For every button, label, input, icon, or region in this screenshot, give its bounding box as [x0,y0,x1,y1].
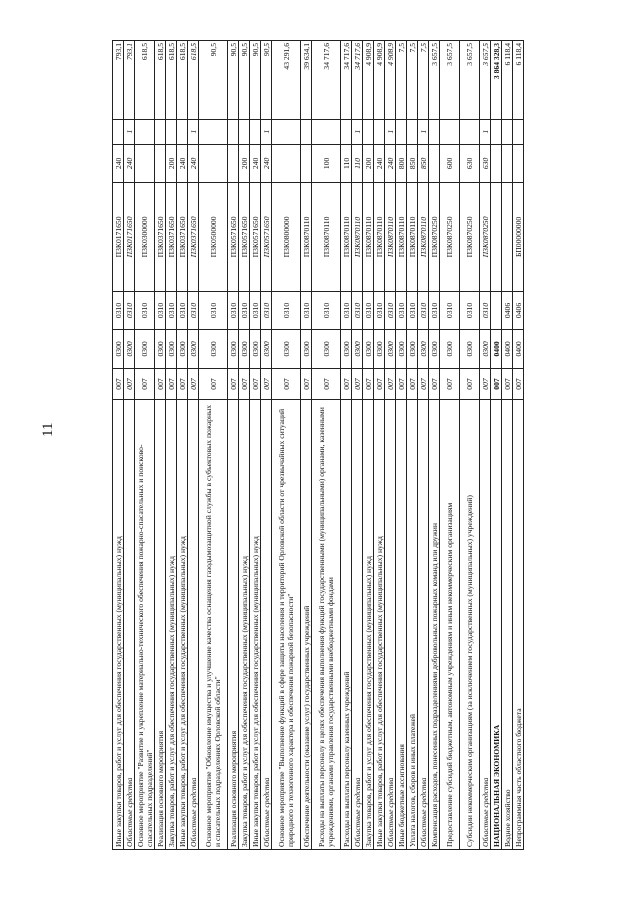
row-admin-code: 007 [491,368,502,400]
row-name: Областные средства [418,400,429,850]
row-amount: 34 717,6 [312,41,341,120]
row-amount: 793,1 [124,41,135,120]
row-admin-code: 007 [480,368,491,400]
row-subsection: 0310 [429,291,440,329]
row-target-article: П3К0870110 [341,183,352,292]
row-admin-code: 007 [166,368,177,400]
row-name: НАЦИОНАЛЬНАЯ ЭКОНОМИКА [491,400,502,850]
row-name: Непрограммная часть областного бюджета [513,400,524,850]
row-expense-type: 600 [440,144,460,182]
row-section: 0300 [352,330,363,368]
row-expense-type: 630 [480,144,491,182]
row-admin-code: 007 [513,368,524,400]
row-source-group: 1 [352,119,363,144]
row-amount: 34 717,6 [352,41,363,120]
row-name: Основное мероприятие "Обновление имущества и улучшение качества оснащения газодымозащитной службы в субъектовых пожарных и спасательных подразделениях Орловской области" [199,400,228,850]
row-name: Областные средства [124,400,135,850]
row-section: 0300 [407,330,418,368]
row-expense-type: 240 [261,144,272,182]
row-expense-type [502,144,513,182]
row-target-article: П3К0870250 [460,183,480,292]
row-amount: 3 657,5 [440,41,460,120]
row-amount: 3 657,5 [460,41,480,120]
row-admin-code: 007 [396,368,407,400]
row-target-article: П3К0171650 [124,183,135,292]
row-expense-type: 240 [124,144,135,182]
row-source-group [312,119,341,144]
row-target-article: П3К0571650 [250,183,261,292]
row-amount: 4 908,9 [374,41,385,120]
row-expense-type: 110 [341,144,352,182]
row-source-group [250,119,261,144]
row-expense-type: 630 [460,144,480,182]
row-subsection: 0310 [396,291,407,329]
row-section: 0300 [155,330,166,368]
row-section: 0300 [272,330,301,368]
row-name: Иные закупки товаров, работ и услуг для обеспечения государственных (муниципальных) нужд [113,400,124,850]
row-subsection: 0310 [418,291,429,329]
row-expense-type [491,144,502,182]
row-expense-type [429,144,440,182]
row-target-article: П3К0870250 [440,183,460,292]
row-name: Компенсация расходов, понесенных подразделениями добровольных пожарных команд или дружин [429,400,440,850]
row-section: 0300 [396,330,407,368]
row-target-article: П3К0870250 [429,183,440,292]
row-target-article: П3К0571650 [239,183,250,292]
row-section: 0400 [502,330,513,368]
row-source-group [155,119,166,144]
row-section: 0300 [124,330,135,368]
row-section: 0300 [261,330,272,368]
row-name: Предоставление субсидий бюджетным, автономным учреждениям и иным некоммерческим организациям [440,400,460,850]
row-section: 0300 [188,330,199,368]
row-name: Реализация основного мероприятия [228,400,239,850]
row-subsection: 0310 [480,291,491,329]
row-target-article: П3К0870110 [396,183,407,292]
row-section: 0300 [374,330,385,368]
row-admin-code: 007 [135,368,155,400]
row-source-group: 1 [124,119,135,144]
row-admin-code: 007 [429,368,440,400]
row-section: 0400 [491,330,502,368]
table-row [250,41,261,850]
row-amount: 3 657,5 [429,41,440,120]
row-name: Основное мероприятие "Выполнение функций в сфере защиты населения и территорий Орловской области от чрезвычайных ситуаций природного и техногенного характера и обеспечения пожарной безопасности" [272,400,301,850]
row-source-group [135,119,155,144]
row-section: 0400 [513,330,524,368]
table-row [440,41,460,850]
row-subsection: 0310 [113,291,124,329]
row-section: 0300 [385,330,396,368]
table-row [491,41,502,850]
row-section: 0300 [301,330,312,368]
row-target-article: П3К0371650 [166,183,177,292]
row-section: 0300 [312,330,341,368]
table-row [341,41,352,850]
row-section: 0300 [228,330,239,368]
row-subsection: 0310 [135,291,155,329]
table-row [363,41,374,850]
row-source-group [272,119,301,144]
row-admin-code: 007 [155,368,166,400]
row-subsection: 0310 [188,291,199,329]
row-admin-code: 007 [301,368,312,400]
row-subsection [491,291,502,329]
row-expense-type: 240 [177,144,188,182]
row-amount: 618,5 [177,41,188,120]
row-admin-code: 007 [188,368,199,400]
row-expense-type: 240 [374,144,385,182]
row-target-article: П3К0870110 [418,183,429,292]
row-admin-code: 007 [363,368,374,400]
row-subsection: 0310 [261,291,272,329]
row-target-article [502,183,513,292]
row-source-group [513,119,524,144]
row-subsection: 0310 [363,291,374,329]
row-amount: 90,5 [228,41,239,120]
row-source-group [374,119,385,144]
row-source-group [177,119,188,144]
row-expense-type [301,144,312,182]
row-target-article: П3К0300000 [135,183,155,292]
row-name: Иные закупки товаров, работ и услуг для обеспечения государственных (муниципальных) нужд [177,400,188,850]
row-source-group [491,119,502,144]
table-row [113,41,124,850]
table-row [261,41,272,850]
row-name: Водное хозяйство [502,400,513,850]
row-section: 0300 [199,330,228,368]
row-admin-code: 007 [261,368,272,400]
row-expense-type [199,144,228,182]
row-amount: 90,5 [250,41,261,120]
row-admin-code: 007 [177,368,188,400]
table-row [155,41,166,850]
row-name: Закупка товаров, работ и услуг для обеспечения государственных (муниципальных) нужд [166,400,177,850]
row-subsection: 0406 [513,291,524,329]
table-row [239,41,250,850]
row-subsection: 0310 [199,291,228,329]
row-section: 0300 [135,330,155,368]
row-subsection: 0310 [301,291,312,329]
row-section: 0300 [113,330,124,368]
row-subsection: 0310 [440,291,460,329]
row-source-group: 1 [418,119,429,144]
row-admin-code: 007 [124,368,135,400]
row-expense-type: 800 [396,144,407,182]
row-source-group [502,119,513,144]
row-name: Областные средства [480,400,491,850]
table-row [385,41,396,850]
row-admin-code: 007 [418,368,429,400]
row-section: 0300 [177,330,188,368]
row-source-group: 1 [385,119,396,144]
row-section: 0300 [418,330,429,368]
row-name: Основное мероприятие "Развитие и укрепление материально-технического обеспечения пожарно-спасательных и поисково-спасательных подразделений" [135,400,155,850]
table-row [199,41,228,850]
row-amount: 43 291,6 [272,41,301,120]
row-amount: 618,5 [188,41,199,120]
row-expense-type: 100 [312,144,341,182]
row-amount: 793,1 [113,41,124,120]
row-subsection: 0310 [155,291,166,329]
row-section: 0300 [166,330,177,368]
row-target-article: П3К0500000 [199,183,228,292]
row-subsection: 0310 [385,291,396,329]
row-admin-code: 007 [374,368,385,400]
row-target-article: П3К0870110 [407,183,418,292]
row-expense-type: 200 [166,144,177,182]
row-target-article: П3К0870110 [374,183,385,292]
row-subsection: 0310 [177,291,188,329]
row-subsection: 0310 [460,291,480,329]
table-row [513,41,524,850]
row-amount: 7,5 [396,41,407,120]
row-amount: 4 908,9 [385,41,396,120]
row-amount: 34 717,6 [341,41,352,120]
row-section: 0300 [250,330,261,368]
row-admin-code: 007 [272,368,301,400]
row-name: Иные бюджетные ассигнования [396,400,407,850]
row-amount: 7,5 [418,41,429,120]
table-row [135,41,155,850]
row-admin-code: 007 [352,368,363,400]
table-row [396,41,407,850]
row-source-group [396,119,407,144]
row-subsection: 0406 [502,291,513,329]
row-source-group [429,119,440,144]
table-row [429,41,440,850]
table-row [228,41,239,850]
row-amount: 618,5 [135,41,155,120]
row-amount: 6 118,4 [513,41,524,120]
row-name: Расходы на выплаты персоналу в целях обеспечения выполнения функций государственными (муниципальными) органами, казенными учреждениями, органами управления государственными внебюджетными фондами [312,400,341,850]
row-section: 0300 [363,330,374,368]
row-name: Расходы на выплаты персоналу казенных учреждений [341,400,352,850]
row-amount: 6 118,4 [502,41,513,120]
row-target-article: П3К0571650 [261,183,272,292]
row-section: 0300 [239,330,250,368]
row-name: Реализация основного мероприятия [155,400,166,850]
row-admin-code: 007 [502,368,513,400]
row-target-article: П3К0870110 [385,183,396,292]
row-admin-code: 007 [407,368,418,400]
row-target-article [491,183,502,292]
row-source-group: 1 [480,119,491,144]
table-row [460,41,480,850]
row-target-article: П3К0371650 [155,183,166,292]
page-number: 11 [40,422,56,437]
row-source-group [199,119,228,144]
row-target-article: П3К0371650 [177,183,188,292]
row-name: Субсидии некоммерческим организациям (за исключением государственных (муниципальных) учреждений) [460,400,480,850]
row-source-group [113,119,124,144]
row-subsection: 0310 [312,291,341,329]
row-expense-type [155,144,166,182]
row-source-group [228,119,239,144]
table-row [352,41,363,850]
row-subsection: 0310 [341,291,352,329]
row-expense-type [272,144,301,182]
table-row [272,41,301,850]
row-amount: 3 657,5 [480,41,491,120]
row-amount: 3 864 328,3 [491,41,502,120]
row-source-group [166,119,177,144]
table-row [374,41,385,850]
row-source-group [301,119,312,144]
row-subsection: 0310 [407,291,418,329]
row-target-article: П3К0371650 [188,183,199,292]
row-admin-code: 007 [239,368,250,400]
row-admin-code: 007 [250,368,261,400]
row-name: Закупка товаров, работ и услуг для обеспечения государственных (муниципальных) нужд [363,400,374,850]
row-expense-type: 850 [418,144,429,182]
row-subsection: 0310 [374,291,385,329]
row-target-article: БП00000000 [513,183,524,292]
row-target-article: П3К0870250 [480,183,491,292]
row-name: Областные средства [385,400,396,850]
row-admin-code: 007 [228,368,239,400]
row-amount: 90,5 [261,41,272,120]
row-target-article: П3К0870110 [301,183,312,292]
table-row [502,41,513,850]
row-source-group: 1 [188,119,199,144]
row-amount: 39 634,1 [301,41,312,120]
row-admin-code: 007 [312,368,341,400]
row-amount: 4 908,9 [363,41,374,120]
row-expense-type: 850 [407,144,418,182]
row-expense-type [135,144,155,182]
table-row [301,41,312,850]
row-amount: 7,5 [407,41,418,120]
row-expense-type: 240 [188,144,199,182]
table-row [177,41,188,850]
row-section: 0300 [480,330,491,368]
row-source-group [440,119,460,144]
row-amount: 618,5 [155,41,166,120]
row-source-group [341,119,352,144]
table-row [124,41,135,850]
row-expense-type: 240 [250,144,261,182]
table-row [188,41,199,850]
table-row [407,41,418,850]
row-target-article: П3К0870110 [363,183,374,292]
row-target-article: П3К0870110 [312,183,341,292]
row-target-article: П3К0870110 [352,183,363,292]
row-expense-type: 200 [239,144,250,182]
row-target-article: П3К0171650 [113,183,124,292]
row-source-group [407,119,418,144]
row-subsection: 0310 [250,291,261,329]
row-expense-type: 240 [385,144,396,182]
row-target-article: П3К0800000 [272,183,301,292]
row-subsection: 0310 [272,291,301,329]
row-name: Областные средства [352,400,363,850]
table-row [312,41,341,850]
row-source-group [363,119,374,144]
row-admin-code: 007 [113,368,124,400]
row-expense-type: 200 [363,144,374,182]
row-section: 0300 [440,330,460,368]
row-expense-type [513,144,524,182]
row-subsection: 0310 [228,291,239,329]
row-source-group [460,119,480,144]
row-section: 0300 [460,330,480,368]
table-row [418,41,429,850]
row-admin-code: 007 [341,368,352,400]
row-name: Закупка товаров, работ и услуг для обеспечения государственных (муниципальных) нужд [239,400,250,850]
row-subsection: 0310 [352,291,363,329]
budget-table [112,40,524,850]
row-admin-code: 007 [460,368,480,400]
table-row [166,41,177,850]
row-source-group: 1 [261,119,272,144]
row-admin-code: 007 [440,368,460,400]
row-subsection: 0310 [239,291,250,329]
row-expense-type: 110 [352,144,363,182]
table-row [480,41,491,850]
row-name: Уплата налогов, сборов и иных платежей [407,400,418,850]
row-amount: 90,5 [239,41,250,120]
row-name: Областные средства [188,400,199,850]
row-subsection: 0310 [124,291,135,329]
row-target-article: П3К0571650 [228,183,239,292]
row-name: Областные средства [261,400,272,850]
row-amount: 618,5 [166,41,177,120]
row-name: Иные закупки товаров, работ и услуг для обеспечения государственных (муниципальных) нужд [250,400,261,850]
row-name: Обеспечение деятельности (оказание услуг) государственных учреждений [301,400,312,850]
row-amount: 90,5 [199,41,228,120]
row-subsection: 0310 [166,291,177,329]
row-expense-type: 240 [113,144,124,182]
row-section: 0300 [341,330,352,368]
row-expense-type [228,144,239,182]
row-section: 0300 [429,330,440,368]
row-source-group [239,119,250,144]
row-admin-code: 007 [385,368,396,400]
row-name: Иные закупки товаров, работ и услуг для обеспечения государственных (муниципальных) нужд [374,400,385,850]
row-admin-code: 007 [199,368,228,400]
